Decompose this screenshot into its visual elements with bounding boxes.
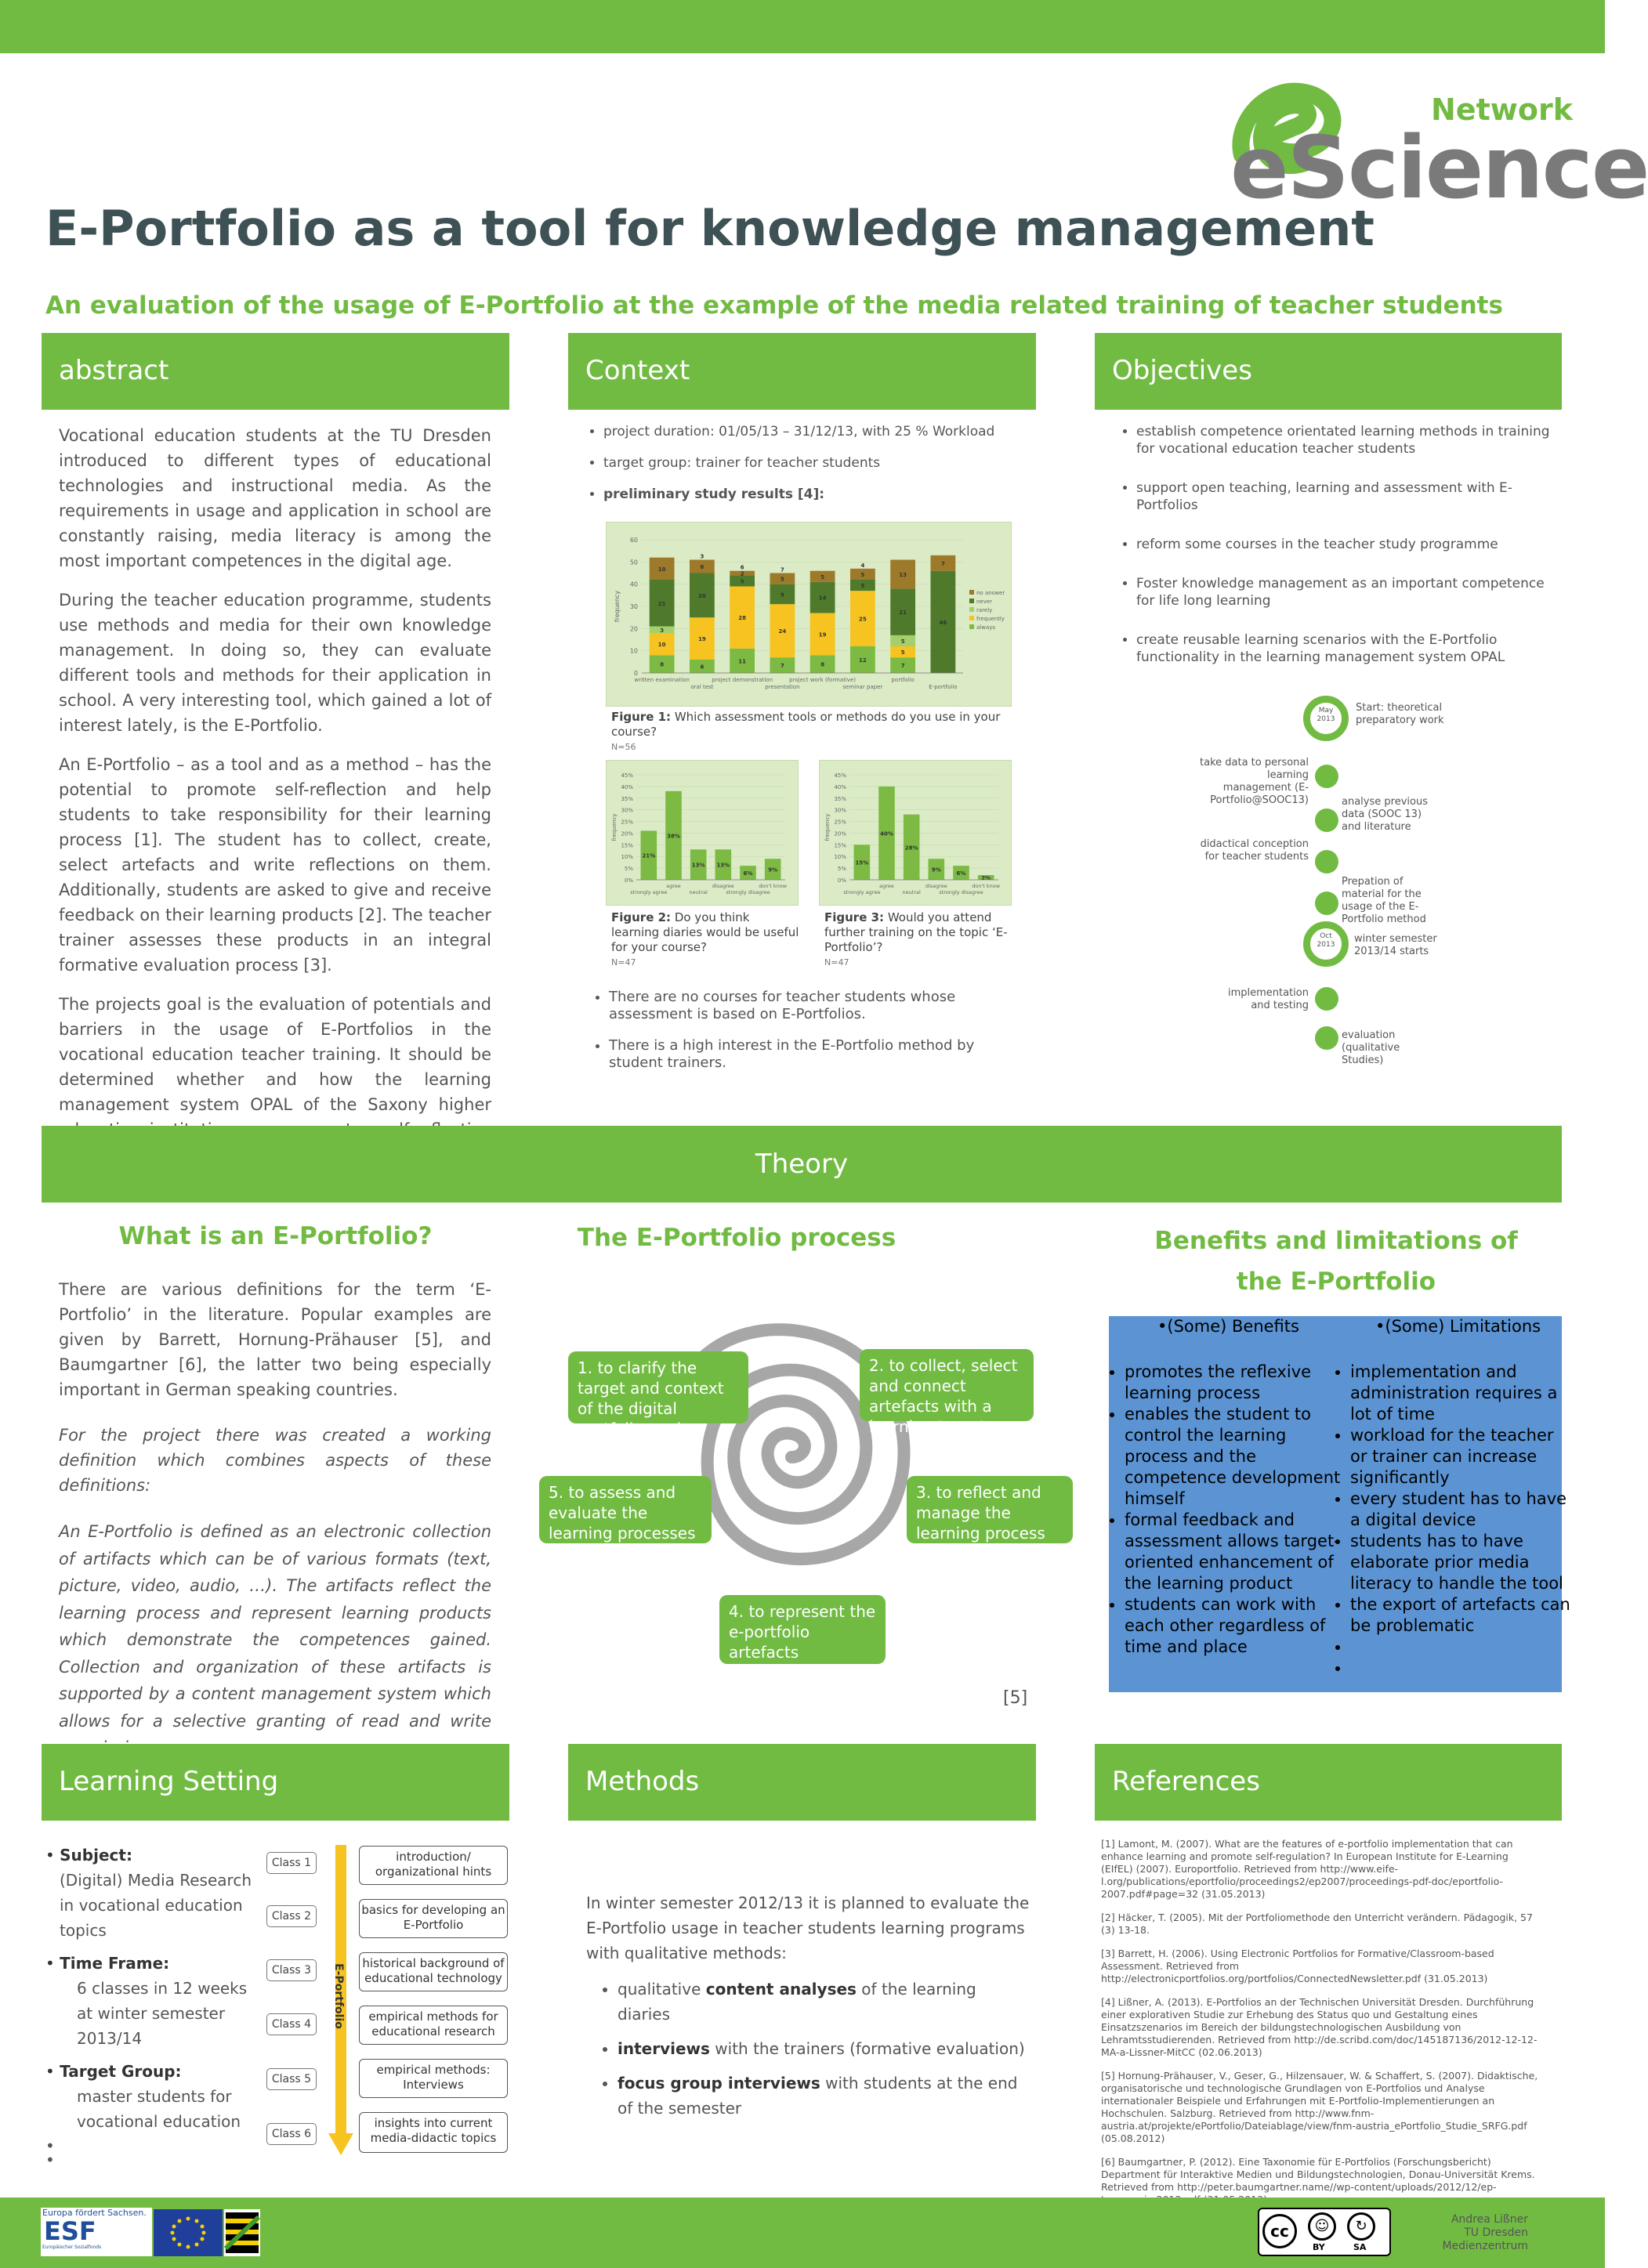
- data-label: 28%: [904, 845, 918, 852]
- y-tick-label: 20%: [834, 830, 846, 837]
- data-label: 21%: [642, 852, 656, 859]
- cc-by-label: BY: [1313, 2242, 1325, 2252]
- y-tick-label: 45%: [621, 772, 633, 779]
- data-label: 20: [698, 592, 706, 599]
- legend-label: never: [976, 599, 993, 605]
- data-label: 7: [940, 560, 945, 567]
- y-tick-label: 25%: [621, 819, 633, 826]
- data-label: 8: [820, 661, 825, 668]
- context-bullet: • preliminary study results [4]:: [603, 486, 1025, 503]
- objective-item: • reform some courses in the teacher study programme: [1136, 536, 1558, 553]
- data-label: 6%: [743, 870, 753, 877]
- context-heading: Context: [585, 355, 690, 386]
- reference-item: [2] Häcker, T. (2005). Mit der Portfoliomethode den Unterricht verändern. Pädagogik, 57 (3) 13-18.: [1101, 1912, 1533, 1936]
- context-bullets: [586, 423, 1025, 517]
- reference-item: [5] Hornung-Prähauser, V., Geser, G., Hilzensauer, W. & Schaffert, S. (2007). Didaktische, organisatorische und technologische Grundlagen von E-Portfolios und Analyse internationaler Beispiele und Erfahrungen mit E-Portfolio-Implementierungen an Hochschulen. Salzburg. Retrieved from http://www.fnm-austria.at/projekte/ePortfolio/Dateiablage/view/fnm-austria_ePortfolio_Studie_SRFG.pdf (05.08.2012): [1101, 2070, 1538, 2144]
- timeline-milestone-oct: [1303, 921, 1349, 967]
- benefits-limitations-heading: Benefits and limitations of the E-Portfolio: [1154, 1227, 1518, 1296]
- subject-text: (Digital) Media Research in vocational education topics: [60, 1871, 252, 1940]
- timeline-text: analyse previous data (SOOC 13) and literature: [1342, 796, 1428, 833]
- class-label: Class 4: [266, 2013, 317, 2035]
- top-bar: [0, 0, 1605, 53]
- limitation-item: • every student has to have a digital device: [1350, 1488, 1571, 1531]
- class-topic: historical background of educational technology: [359, 1952, 508, 1991]
- data-label: 9%: [768, 866, 778, 874]
- y-tick-label: 0: [633, 670, 638, 677]
- context-conclusion: • There are no courses for teacher students whose assessment is based on E-Portfolios.: [609, 989, 1027, 1023]
- sa-icon: ↻: [1347, 2212, 1375, 2241]
- data-label: 19: [818, 631, 827, 638]
- data-label: 21: [657, 600, 666, 607]
- class-topic: empirical methods: Interviews: [359, 2059, 508, 2098]
- data-label: 12: [859, 657, 867, 664]
- target-group-text: master students for vocational education: [77, 2087, 241, 2131]
- x-tick-label: don't know: [972, 883, 1001, 889]
- context-conclusion: • There is a high interest in the E-Portfolio method by student trainers.: [609, 1037, 1027, 1072]
- x-tick-label: strongly agree: [630, 889, 668, 895]
- data-label: 21: [899, 610, 907, 617]
- timeline-step: [1315, 1026, 1338, 1050]
- what-definition: An E-Portfolio is defined as an electronic collection of artifacts which can be of various formats (text, picture, video, audio, …). The artifacts reflect the learning process and represent learning products which demonstrate the competences gained. Collection and organization of these artifacts is supported by a content management system which allows for a selective granting of read and write: [59, 1522, 491, 1731]
- x-tick-label: presentation: [765, 684, 800, 690]
- y-tick-label: 30: [629, 603, 638, 610]
- context-bullet: • target group: trainer for teacher students: [603, 454, 1025, 472]
- class-label: Class 5: [266, 2068, 317, 2090]
- legend-label: rarely: [976, 607, 993, 613]
- data-label: 6: [700, 564, 704, 570]
- data-label: 8: [660, 661, 665, 668]
- data-label: 25: [859, 616, 867, 623]
- method-item: • qualitative content analyses of the learning diaries: [618, 1977, 1033, 2027]
- reference-item: [6] Baumgartner, P. (2012). Eine Taxonomie für E-Portfolios (Forschungsbericht) Department für Interaktive Medien und Bildungstechnologien, Donau-Universität Krems. Retrieved from http://peter.baumgartner.name//wp-content/uploads/2012/12/ep-: [1101, 2156, 1535, 2193]
- data-label: 24: [778, 628, 787, 635]
- data-label: 46: [939, 619, 947, 626]
- references-header: [1095, 1744, 1562, 1821]
- context-conclusions: [592, 989, 1027, 1086]
- timeline-text: take data to personal learning management (E-Portfolio@SOOC13): [1200, 757, 1309, 806]
- y-axis-label: frequency: [824, 813, 831, 841]
- logo-network-text: Network: [1431, 92, 1573, 127]
- by-icon: ☺: [1308, 2212, 1336, 2241]
- y-axis-label: frequency: [614, 590, 621, 623]
- timeline-text: Prepation of material for the usage of the E-Portfolio method: [1342, 876, 1426, 925]
- x-tick-label: disagree: [925, 883, 947, 889]
- x-tick-label: don't know: [759, 883, 788, 889]
- data-label: 6%: [956, 870, 966, 877]
- y-tick-label: 0%: [624, 877, 633, 884]
- figure-2-chart: [607, 761, 798, 905]
- legend-swatch: [969, 590, 974, 595]
- y-tick-label: 30%: [834, 807, 846, 814]
- limitation-item: • students has to have elaborate prior media literacy to handle the tool: [1350, 1531, 1571, 1594]
- eu-flag-icon: [154, 2209, 223, 2256]
- abstract-paragraph: An E-Portfolio – as a tool and as a method – has the potential to promote self-reflection and help students to take responsibility for their learning process [1]. The student has to collect, create, select artefacts and write reflections on them. Additionally, students are asked to give and receive feedback on their learning products [2]. The teacher trainer assesses these products in an integral formative evaluation process [3].: [59, 755, 491, 975]
- y-tick-label: 40: [629, 581, 638, 588]
- objective-item: • establish competence orientated learning methods in training for vocational education teacher students: [1136, 423, 1558, 458]
- class-topic: basics for developing an E-Portfolio: [359, 1899, 508, 1938]
- data-label: 13%: [716, 862, 730, 869]
- esf-top-text: Europa fördert Sachsen.: [42, 2208, 147, 2218]
- what-is-eportfolio-body: [59, 1277, 491, 1776]
- y-tick-label: 10%: [621, 854, 633, 861]
- process-step-3: 3. to reflect and manage the learning process: [907, 1476, 1073, 1543]
- cc-icon: cc: [1262, 2214, 1297, 2248]
- objective-item: • support open teaching, learning and assessment with E-Portfolios: [1136, 479, 1558, 514]
- data-label: 13%: [691, 862, 705, 869]
- objective-item: • Foster knowledge management as an important competence for life long learning: [1136, 575, 1558, 610]
- timeline-step: [1315, 892, 1338, 915]
- legend-swatch: [969, 607, 974, 612]
- abstract-paragraph: During the teacher education programme, students use methods and media for their own knowledge management. In doing so, they can evaluate different tools and methods for their application in school. A very interesting tool, which gained a lot of interest lately, is the E-Portfolio.: [59, 591, 491, 735]
- benefit-item: • formal feedback and assessment allows target-oriented enhancement of the learning product: [1125, 1510, 1342, 1594]
- learning-setting-header: [42, 1744, 509, 1821]
- limitation-item: [1350, 1658, 1571, 1679]
- author-info: [1403, 2213, 1528, 2253]
- data-label: 10: [657, 642, 666, 649]
- timeline-step: [1315, 765, 1338, 788]
- x-tick-label: project work (formative): [789, 677, 857, 683]
- empty-bullet: •: [45, 2150, 55, 2169]
- benefit-item: • students can work with each other regardless of time and place: [1125, 1594, 1342, 1658]
- data-label: 40%: [880, 830, 893, 837]
- limitation-item: • workload for the teacher or trainer can increase significantly: [1350, 1425, 1571, 1488]
- x-tick-label: agree: [666, 883, 681, 889]
- objectives-header: [1095, 333, 1562, 410]
- subject-label: • Subject:: [45, 1846, 132, 1865]
- timeline-milestone-may: [1303, 696, 1349, 741]
- author-name: Andrea Lißner: [1451, 2213, 1528, 2226]
- figure-3-caption-text: Would you attend further training on the topic ‘E-Portfolio’?: [824, 910, 1008, 954]
- target-group-label: • Target Group:: [45, 2062, 182, 2081]
- figure-2-caption-text: Do you think learning diaries would be useful for your course?: [611, 910, 799, 954]
- author-center: Medienzentrum: [1442, 2240, 1528, 2252]
- data-label: 3: [700, 553, 704, 560]
- figure-1-chart: [607, 523, 1011, 706]
- esf-bottom-text: Europäischer Sozialfonds: [42, 2244, 102, 2250]
- timeline-step: [1315, 850, 1338, 874]
- timeline-step: [1315, 987, 1338, 1011]
- y-tick-label: 35%: [621, 795, 633, 802]
- data-label: 2: [740, 570, 744, 577]
- data-label: 7: [780, 663, 784, 670]
- data-label: 13: [899, 571, 907, 578]
- data-label: 4: [860, 562, 865, 569]
- benefits-limitations-box: [1109, 1316, 1570, 1692]
- figure-2-n: N=47: [611, 957, 636, 968]
- class-topic: empirical methods for educational research: [359, 2006, 508, 2045]
- learning-setting-heading: Learning Setting: [59, 1766, 279, 1797]
- cc-license-badge: [1258, 2208, 1391, 2256]
- reference-item: [3] Barrett, H. (2006). Using Electronic Portfolios for Formative/Classroom-based Assessment. Retrieved from http://electronicportfolios.org/portfolios/ConnectedNewsletter.pdf (31.05.2013): [1101, 1948, 1494, 1984]
- timeline-text: didactical conception for teacher students: [1200, 838, 1309, 863]
- methods-header: [568, 1744, 1036, 1821]
- figure-1-label: Figure 1:: [611, 710, 672, 724]
- what-paragraph: There are various definitions for the term ‘E-Portfolio’ in the literature. Popular examples are given by Barrett, Hornung-Prähauser [5], and Baumgartner [6], the latter two being especially important in German speaking countries.: [59, 1280, 491, 1399]
- figure-3-chart: [820, 761, 1011, 905]
- saxony-stripes-icon: [224, 2209, 260, 2256]
- process-step-2: 2. to collect, select and connect artefacts with a learning target: [860, 1349, 1034, 1421]
- y-axis-label: frequency: [611, 813, 618, 841]
- method-item: • focus group interviews with students at the end of the semester: [618, 2071, 1033, 2121]
- limitation-item: • implementation and administration requires a lot of time: [1350, 1362, 1571, 1425]
- data-label: 5: [860, 571, 865, 578]
- data-label: 5: [900, 638, 905, 645]
- methods-body: [586, 1890, 1033, 2121]
- what-is-eportfolio-heading: What is an E-Portfolio?: [118, 1222, 433, 1250]
- limitation-item: [1350, 1637, 1571, 1658]
- data-label: 28: [738, 615, 746, 622]
- data-label: 5: [780, 576, 784, 583]
- x-tick-label: seminar paper: [842, 684, 883, 690]
- references-heading: References: [1112, 1766, 1260, 1797]
- legend-swatch: [969, 599, 974, 603]
- y-tick-label: 60: [629, 537, 638, 544]
- empty-bullet: •: [45, 2136, 55, 2155]
- abstract-body: [59, 423, 491, 1181]
- process-step-1: 1. to clarify the target and context of the digital portfolio work: [568, 1351, 748, 1423]
- figure-1-caption-text: Which assessment tools or methods do you use in your course?: [611, 710, 1001, 739]
- class-label: Class 6: [266, 2123, 317, 2145]
- benefits-title: •(Some) Benefits: [1157, 1317, 1299, 1336]
- figure-2-label: Figure 2:: [611, 910, 672, 924]
- timeline-text: evaluation (qualitative Studies): [1342, 1029, 1400, 1066]
- x-tick-label: E-portfolio: [929, 684, 958, 690]
- timeframe-label: • Time Frame:: [45, 1954, 170, 1973]
- y-tick-label: 20%: [621, 830, 633, 837]
- class-label: Class 3: [266, 1959, 317, 1981]
- data-label: 11: [738, 658, 746, 665]
- data-label: 7: [900, 663, 905, 670]
- figure-1-caption: [611, 710, 1003, 754]
- class-topic: introduction/ organizational hints: [359, 1846, 508, 1885]
- x-tick-label: project demonstration: [712, 677, 773, 683]
- limitations-list: [1336, 1362, 1571, 1679]
- logo-science-text: eScience: [1230, 118, 1648, 218]
- esf-logo: [41, 2208, 152, 2256]
- data-label: 5: [860, 583, 865, 590]
- methods-intro: In winter semester 2012/13 it is planned to evaluate the E-Portfolio usage in teacher students learning programs with qualitative methods:: [586, 1894, 1030, 1962]
- timeline-text: Start: theoretical preparatory work: [1356, 702, 1444, 726]
- benefit-item: • promotes the reflexive learning process: [1125, 1362, 1342, 1404]
- abstract-header: [42, 333, 509, 410]
- timeframe-text: 6 classes in 12 weeks at winter semester 2013/14: [77, 1979, 248, 2048]
- limitations-title: •(Some) Limitations: [1375, 1317, 1541, 1336]
- benefits-list: [1110, 1362, 1342, 1658]
- x-tick-label: strongly disagree: [939, 889, 983, 895]
- data-label: 7: [780, 566, 784, 573]
- objective-item: • create reusable learning scenarios with the E-Portfolio functionality in the learning management system OPAL: [1136, 631, 1558, 666]
- poster-subtitle: An evaluation of the usage of E-Portfolio at the example of the media related training of teacher students: [45, 291, 1503, 320]
- data-label: 19: [698, 636, 706, 643]
- legend-label: no answer: [976, 590, 1005, 596]
- process-reference: [5]: [1003, 1688, 1028, 1708]
- data-label: 14: [818, 595, 827, 602]
- timeline-step: [1315, 808, 1338, 832]
- data-label: 10: [657, 566, 666, 573]
- timeline-text: implementation and testing: [1227, 987, 1309, 1011]
- x-tick-label: neutral: [689, 889, 708, 895]
- y-tick-label: 35%: [834, 795, 846, 802]
- figure-3-n: N=47: [824, 957, 849, 968]
- figure-1-n: N=56: [611, 742, 636, 752]
- figure-3-label: Figure 3:: [824, 910, 885, 924]
- y-tick-label: 15%: [834, 842, 846, 849]
- x-tick-label: strongly agree: [843, 889, 881, 895]
- data-label: 38%: [667, 833, 680, 840]
- legend-label: always: [976, 624, 996, 631]
- y-tick-label: 5%: [624, 866, 633, 873]
- x-tick-label: portfolio: [891, 677, 915, 683]
- figure-3-caption: [824, 910, 1012, 970]
- class-label: Class 2: [266, 1905, 317, 1927]
- timeline-milestone-date: May 2013: [1317, 707, 1335, 723]
- data-label: 9: [780, 591, 784, 599]
- y-tick-label: 30%: [621, 807, 633, 814]
- y-tick-label: 15%: [621, 842, 633, 849]
- abstract-paragraph: Vocational education students at the TU Dresden introduced to different types of educational technologies and instructional media. As the requirements in usage and application in school are constantly raising, media literacy is among the most important competences in the digital age.: [59, 426, 491, 570]
- eu-stars-icon: [154, 2209, 223, 2256]
- abstract-heading: abstract: [59, 355, 169, 386]
- x-tick-label: agree: [879, 883, 894, 889]
- y-tick-label: 45%: [834, 772, 846, 779]
- y-tick-label: 40%: [834, 783, 846, 790]
- data-label: 5: [740, 578, 744, 585]
- eportfolio-arrow-label: E-Portfolio: [332, 1963, 345, 2029]
- class-topic: insights into current media-didactic topics: [359, 2112, 508, 2153]
- references-list: [1101, 1838, 1540, 2217]
- data-label: 6: [740, 564, 744, 571]
- author-institution: TU Dresden: [1464, 2226, 1528, 2239]
- method-item: • interviews with the trainers (formative evaluation): [618, 2036, 1033, 2061]
- process-step-5: 5. to assess and evaluate the learning processes: [539, 1476, 712, 1543]
- project-timeline: [1199, 689, 1567, 1066]
- process-spiral: [658, 1300, 925, 1598]
- what-paragraph: For the project there was created a working definition which combines aspects of these definitions:: [59, 1426, 491, 1495]
- saxony-coat-of-arms-icon: [224, 2209, 260, 2256]
- y-tick-label: 20: [629, 625, 638, 633]
- x-tick-label: disagree: [712, 883, 734, 889]
- class-label: Class 1: [266, 1852, 317, 1874]
- data-label: 3: [660, 627, 665, 634]
- data-label: 5: [820, 573, 825, 581]
- data-label: 6: [700, 664, 704, 671]
- methods-heading: Methods: [585, 1766, 700, 1797]
- esf-text: ESF: [44, 2216, 96, 2246]
- cc-sa-label: SA: [1353, 2242, 1367, 2252]
- legend-swatch: [969, 616, 974, 620]
- reference-item: [1] Lamont, M. (2007). What are the features of e-portfolio implementation that can enhance learning and promote self-regulation? In European Institute for E-Learning (EIfEL) (2007). Europortfolio. Retrieved from http://www.eife-l.org/publications/eportfolio/proceedings2/ep2007/proceedings-pdf-doc/eportfolio-2007.pdf#page=32 (31.05.2013): [1101, 1838, 1513, 1900]
- poster-title: E-Portfolio as a tool for knowledge management: [45, 200, 1375, 257]
- process-step-4: 4. to represent the e-portfolio artefacts: [719, 1595, 886, 1664]
- y-tick-label: 25%: [834, 819, 846, 826]
- theory-header: Theory: [42, 1126, 1562, 1203]
- limitation-item: • the export of artefacts can be problematic: [1350, 1594, 1571, 1637]
- data-label: 2%: [981, 875, 991, 882]
- timeline-text: winter semester 2013/14 starts: [1354, 933, 1437, 957]
- learning-setting-details: [45, 1843, 257, 2167]
- eportfolio-process-heading: The E-Portfolio process: [577, 1224, 896, 1252]
- x-tick-label: neutral: [902, 889, 921, 895]
- figure-3-box: [819, 760, 1012, 906]
- abstract-paragraph: The projects goal is the evaluation of potentials and barriers in the usage of E-Portfolios in the vocational education teacher training. It should be determined whether and how the learning management system OPAL of the Saxony higher: [59, 995, 491, 1114]
- reference-item: [4] Lißner, A. (2013). E-Portfolios an der Technischen Universität Dresden. Durchführung einer explorativen Studie zur Erhebung des Status quo und Gestaltung eines Einsatzszenarios im Bereich der bildungstechnologischen Ausbildung von Lehramtsstudierenden. Retrieved from http://de.scribd.com/doc/145187136/2012-12-12-MA-a-Lissner-MitCC (02.06.2013): [1101, 1996, 1538, 2058]
- y-tick-label: 0%: [837, 877, 846, 884]
- legend-label: frequently: [976, 616, 1005, 622]
- y-tick-label: 40%: [621, 783, 633, 790]
- data-label: 9%: [931, 866, 941, 874]
- figure-2-caption: [611, 910, 799, 970]
- timeline-milestone-date: Oct 2013: [1317, 932, 1335, 949]
- context-bullet: • project duration: 01/05/13 – 31/12/13, with 25 % Workload: [603, 423, 1025, 440]
- legend-swatch: [969, 624, 974, 629]
- objectives-heading: Objectives: [1112, 355, 1252, 386]
- y-tick-label: 50: [629, 559, 638, 566]
- figure-1-box: [606, 522, 1012, 707]
- objectives-bullets: [1119, 423, 1558, 680]
- data-label: 15%: [855, 859, 869, 866]
- figure-2-box: [606, 760, 799, 906]
- data-label: 5: [900, 649, 905, 657]
- y-tick-label: 5%: [837, 866, 846, 873]
- benefit-item: • enables the student to control the learning process and the competence development himself: [1125, 1404, 1342, 1510]
- y-tick-label: 10%: [834, 854, 846, 861]
- x-tick-label: oral test: [690, 684, 714, 690]
- x-tick-label: written examination: [634, 677, 690, 683]
- context-header: [568, 333, 1036, 410]
- y-tick-label: 10: [629, 647, 638, 655]
- x-tick-label: strongly disagree: [726, 889, 770, 895]
